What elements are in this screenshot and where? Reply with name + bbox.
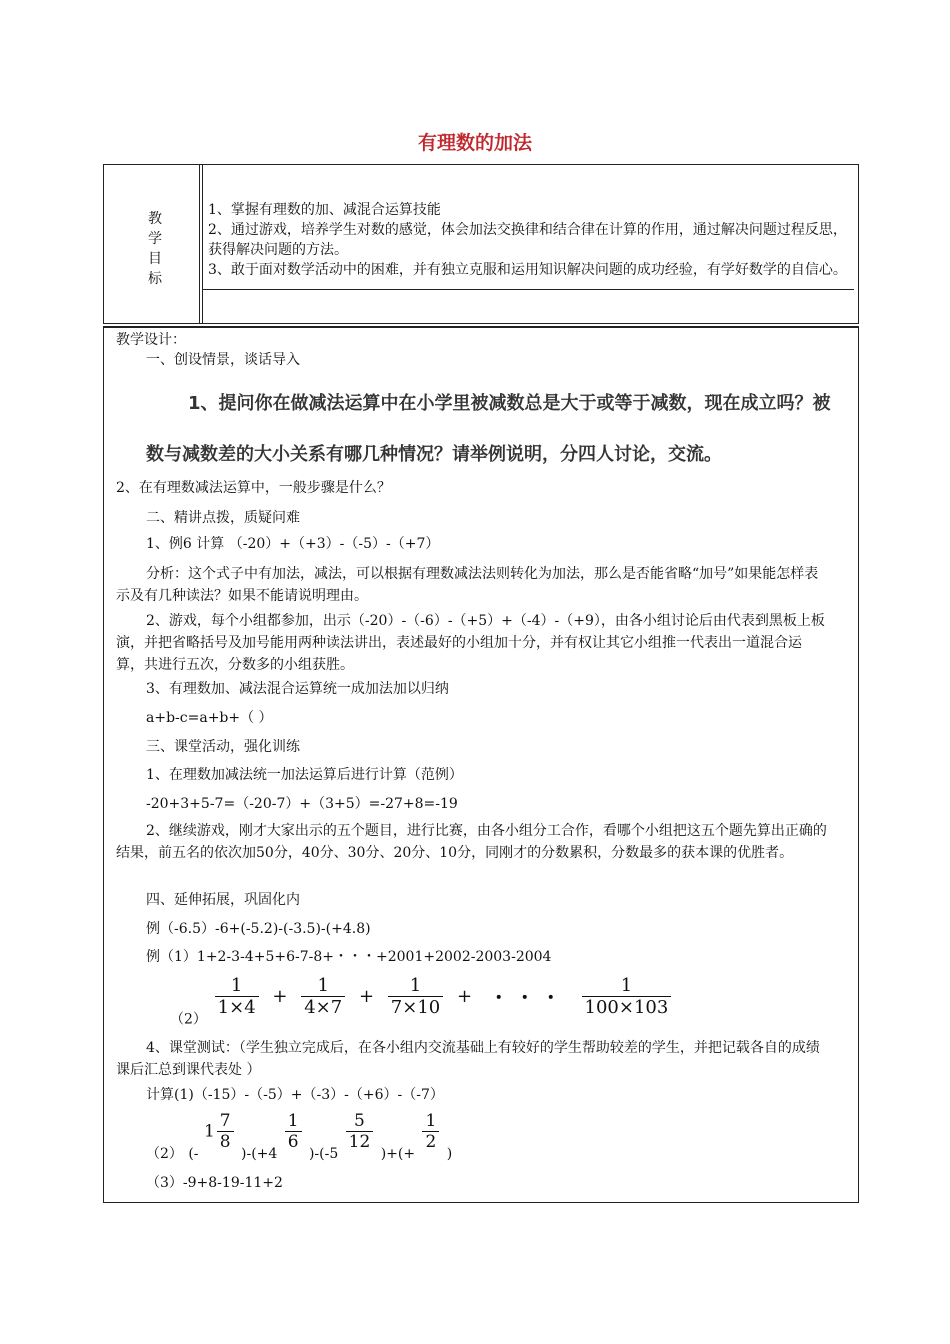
fraction: $\frac{1}{6}$ xyxy=(285,1111,302,1152)
calc-2-label: （2） xyxy=(146,1146,183,1162)
calc-2-text: ) xyxy=(446,1146,453,1162)
design-box xyxy=(103,326,859,1203)
game-paragraph: 2、游戏，每个小组都参加，出示（-20）-（-6）-（+5）+（-4）-（+9），由各小组讨论后由代表到黑板上板演，并把省略括号及加号能用两种读法讲出，表述最好的小组加十分，并有权让其它小组推一代表出一道混合运算，共进行五次，分数多的小组获胜。 xyxy=(116,613,825,673)
objectives-label-char: 学 xyxy=(148,231,162,247)
fraction: $\frac{1}{4\times 7}$ xyxy=(301,975,345,1018)
objectives-bottom-rule xyxy=(203,289,854,290)
objectives-label-char: 标 xyxy=(148,271,162,287)
objective-item: 3、敢于面对数学活动中的困难，并有独立克服和运用知识解决问题的成功经验，有学好数学的自信心。 xyxy=(208,262,847,278)
analysis-paragraph: 分析：这个式子中有加法，减法，可以根据有理数减法法则转化为加法，那么是否能省略“加号”如果能怎样表示及有几种读法？如果不能请说明理由。 xyxy=(116,566,819,604)
example-b: 例（1）1+2-3-4+5+6-7-8+・・・+2001+2002-2003-2004 xyxy=(146,949,552,965)
activity-1: 1、在理数加减法统一加法运算后进行计算（范例） xyxy=(146,767,463,783)
question-2: 2、在有理数减法运算中，一般步骤是什么？ xyxy=(116,480,391,496)
design-heading: 教学设计： xyxy=(116,332,186,348)
activity-1-equation: -20+3+5-7=（-20-7）+（3+5）=-27+8=-19 xyxy=(146,796,458,812)
objectives-label-char: 目 xyxy=(148,251,162,267)
test-paragraph: 4、课堂测试：（学生独立完成后，在各小组内交流基础上有较好的学生帮助较差的学生，并把记载各自的成绩课后汇总到课代表处 ） xyxy=(116,1040,820,1078)
objectives-label xyxy=(140,209,170,289)
design-top-rule xyxy=(104,327,858,331)
section-1-heading: 一、创设情景，谈话导入 xyxy=(146,352,300,368)
objective-item: 2、通过游戏，培养学生对数的感觉，体会加法交换律和结合律在计算的作用，通过解决问题过程反思，获得解决问题的方法。 xyxy=(208,222,847,258)
formula: a+b-c=a+b+（ ） xyxy=(146,710,273,726)
ellipsis: ・・・ xyxy=(489,987,568,1009)
plus-sign: + xyxy=(272,986,288,1007)
example-a: 例（-6.5）-6+(-5.2)-(-3.5)-(+4.8) xyxy=(146,921,371,937)
objectives-box xyxy=(103,164,859,324)
column-divider xyxy=(199,165,203,323)
question-1-line-2: 数与减数差的大小关系有哪几种情况？请举例说明，分四人讨论，交流。 xyxy=(146,444,722,465)
calc-2-text: )-(-5 xyxy=(308,1146,339,1162)
calc-2-text: )-(+4 xyxy=(241,1146,278,1162)
calc-1: 计算(1)（-15）-（-5）+（-3）-（+6）-（-7） xyxy=(146,1087,444,1103)
calc-2-text: (- xyxy=(188,1146,199,1162)
section-2-heading: 二、精讲点拨，质疑问难 xyxy=(146,510,300,526)
calc-2-text: )+(+ xyxy=(380,1146,416,1162)
objectives-list xyxy=(208,200,854,280)
section-3-heading: 三、课堂活动，强化训练 xyxy=(146,739,300,755)
plus-sign: + xyxy=(456,986,473,1007)
page-title: 有理数的加法 xyxy=(417,132,532,154)
calc-2 xyxy=(146,1111,452,1163)
section-4-heading: 四、延伸拓展，巩固化内 xyxy=(146,892,300,908)
example-c xyxy=(170,975,673,1029)
fraction: $\frac{5}{12}$ xyxy=(346,1111,374,1152)
fraction: $\frac{1}{100\times 103}$ xyxy=(582,975,672,1018)
mixed-number: 1 $\frac{7}{8}$ xyxy=(204,1121,236,1141)
fraction: $\frac{1}{1\times 4}$ xyxy=(215,975,259,1018)
question-1-line-1: 1、提问你在做减法运算中在小学里被减数总是大于或等于减数，现在成立吗？被 xyxy=(188,393,831,414)
unify-text: 3、有理数加、减法混合运算统一成加法加以归纳 xyxy=(146,681,449,697)
objective-item: 1、掌握有理数的加、减混合运算技能 xyxy=(208,202,441,218)
fraction: $\frac{1}{7\times 10}$ xyxy=(388,975,443,1018)
example-6: 1、例6 计算 （-20）+（+3）-（-5）-（+7） xyxy=(146,536,440,552)
activity-2-paragraph: 2、继续游戏，刚才大家出示的五个题目，进行比赛，由各小组分工合作，看哪个小组把这五个题先算出正确的结果，前五名的依次加50分，40分、30分、20分、10分，同刚才的分数累积，分数最多的获本课的优胜者。 xyxy=(116,823,827,861)
example-c-label: （2） xyxy=(170,1011,207,1028)
calc-3: （3）-9+8-19-11+2 xyxy=(146,1175,283,1191)
objectives-label-char: 教 xyxy=(148,211,162,227)
fraction: $\frac{1}{2}$ xyxy=(422,1111,439,1152)
plus-sign: + xyxy=(358,986,375,1007)
